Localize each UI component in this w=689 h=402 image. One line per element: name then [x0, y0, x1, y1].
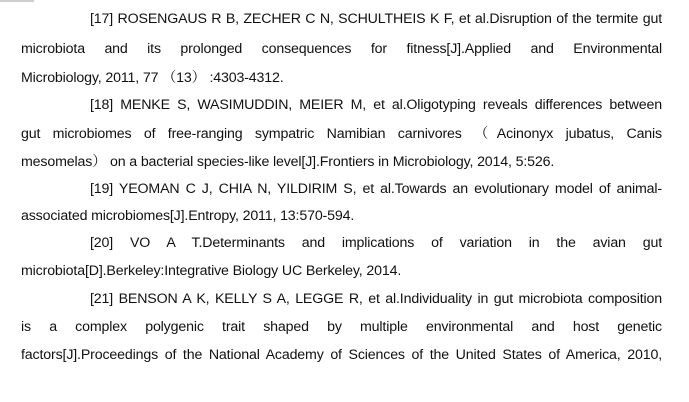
- reference-line: associated microbiomes[J].Entropy, 2011, 13:570-594.: [21, 208, 355, 224]
- reference-line: Microbiology, 2011, 77 （13） :4303-4312.: [21, 70, 284, 86]
- reference-line: microbiota and its prolonged consequences for fitness[J].Applied and Environmental: [21, 41, 662, 57]
- reference-line: is a complex polygenic trait shaped by multiple environmental and host genetic: [21, 319, 662, 335]
- reference-line: [17] ROSENGAUS R B, ZECHER C N, SCHULTHEIS K F, et al.Disruption of the termite gut: [90, 11, 662, 27]
- reference-line: [18] MENKE S, WASIMUDDIN, MEIER M, et al.Oligotyping reveals differences between: [90, 97, 662, 113]
- scan-edge-mark: [0, 0, 34, 2]
- reference-line: [21] BENSON A K, KELLY S A, LEGGE R, et al.Individuality in gut microbiota composition: [90, 291, 662, 307]
- reference-line: gut microbiomes of free-ranging sympatric Namibian carnivores （Acinonyx jubatus, Canis: [21, 126, 662, 142]
- reference-line: factors[J].Proceedings of the National Academy of Sciences of the United States of America, 2010,: [21, 347, 662, 363]
- reference-line: [19] YEOMAN C J, CHIA N, YILDIRIM S, et al.Towards an evolutionary model of animal-: [90, 181, 662, 197]
- reference-line: microbiota[D].Berkeley:Integrative Biology UC Berkeley, 2014.: [21, 263, 402, 279]
- reference-line: mesomelas） on a bacterial species-like level[J].Frontiers in Microbiology, 2014, 5:526.: [21, 154, 555, 170]
- reference-line: [20] VO A T.Determinants and implications of variation in the avian gut: [90, 235, 662, 251]
